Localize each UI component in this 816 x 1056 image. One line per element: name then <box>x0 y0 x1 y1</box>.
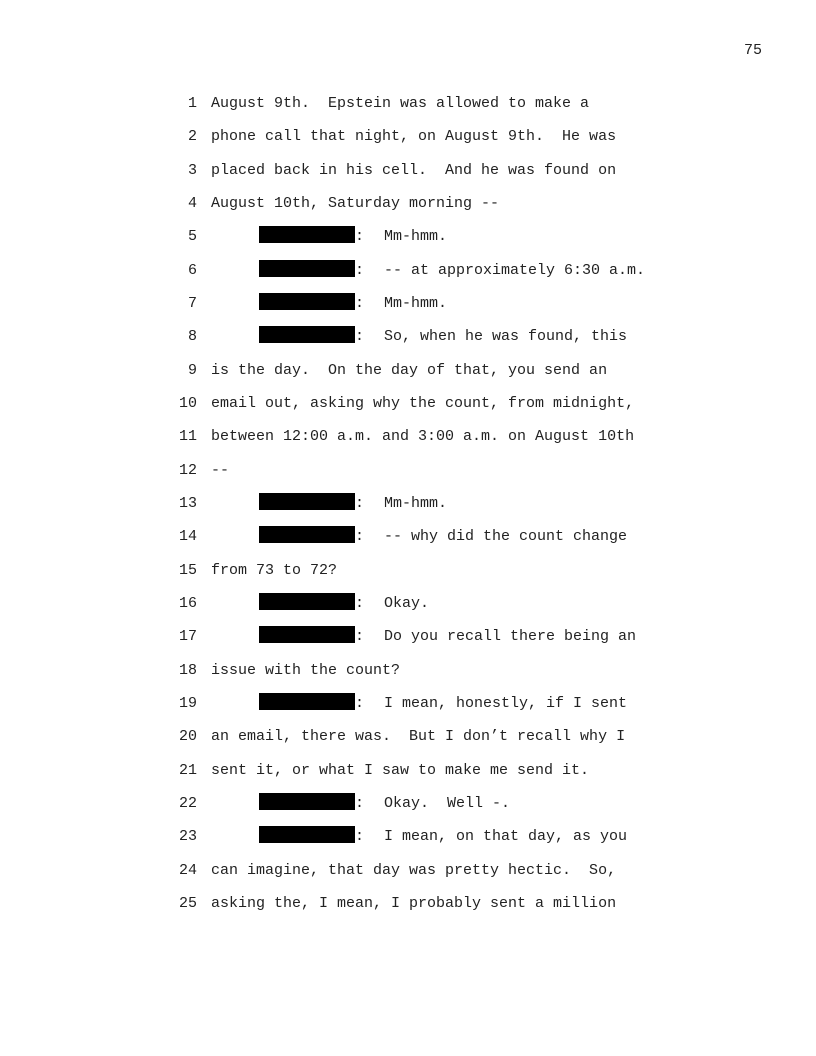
line-number: 10 <box>178 394 197 412</box>
line-text: Mm-hmm. <box>384 294 448 312</box>
line-number: 15 <box>178 561 197 579</box>
line-number: 7 <box>187 294 197 312</box>
line-text: -- at approximately 6:30 a.m. <box>384 261 646 279</box>
speaker-label <box>259 687 364 720</box>
speaker-label <box>259 820 364 853</box>
redaction-bar <box>259 693 355 710</box>
speaker-colon: : <box>355 328 365 346</box>
line-text: email out, asking why the count, from midnight, <box>211 394 635 412</box>
transcript-line <box>0 287 816 320</box>
line-text: between 12:00 a.m. and 3:00 a.m. on August 10th <box>211 428 635 446</box>
redaction-bar <box>259 493 355 510</box>
speaker-label <box>259 487 364 520</box>
line-number: 6 <box>187 261 197 279</box>
speaker-label <box>259 254 364 287</box>
line-number: 13 <box>178 494 197 512</box>
line-text: placed back in his cell. And he was found on <box>211 161 617 179</box>
line-number: 18 <box>178 661 197 679</box>
transcript-line <box>0 187 816 220</box>
speaker-colon: : <box>355 794 365 812</box>
line-number: 3 <box>187 161 197 179</box>
line-number: 8 <box>187 328 197 346</box>
transcript-line <box>0 154 816 187</box>
line-text: August 9th. Epstein was allowed to make a <box>211 95 590 112</box>
line-text: phone call that night, on August 9th. He was <box>211 128 617 146</box>
redaction-bar <box>259 293 355 310</box>
line-text: is the day. On the day of that, you send an <box>211 361 608 379</box>
line-text: August 10th, Saturday morning -- <box>211 194 500 212</box>
line-text: I mean, on that day, as you <box>384 828 628 846</box>
redaction-bar <box>259 260 355 277</box>
transcript-body <box>0 87 816 920</box>
line-number: 24 <box>178 861 197 879</box>
speaker-label <box>259 620 364 653</box>
page-number: 75 <box>743 42 762 59</box>
line-number: 25 <box>178 894 197 912</box>
redaction-bar <box>259 626 355 643</box>
line-number: 16 <box>178 594 197 612</box>
speaker-colon: : <box>355 594 365 612</box>
line-text: So, when he was found, this <box>384 328 628 346</box>
transcript-line <box>0 687 816 720</box>
speaker-label <box>259 320 364 353</box>
line-text: Okay. <box>384 594 430 612</box>
transcript-line <box>0 720 816 753</box>
line-number: 1 <box>187 95 197 112</box>
line-text: -- <box>211 461 230 479</box>
line-text: asking the, I mean, I probably sent a million <box>211 894 617 912</box>
line-text: issue with the count? <box>211 661 401 679</box>
line-number: 14 <box>178 528 197 546</box>
line-text: sent it, or what I saw to make me send it. <box>211 761 590 779</box>
transcript-line <box>0 520 816 553</box>
transcript-line <box>0 754 816 787</box>
transcript-line <box>0 820 816 853</box>
speaker-label <box>259 520 364 553</box>
transcript-line <box>0 454 816 487</box>
transcript-line <box>0 787 816 820</box>
redaction-bar <box>259 526 355 543</box>
speaker-label <box>259 220 364 253</box>
speaker-colon: : <box>355 294 365 312</box>
speaker-colon: : <box>355 228 365 246</box>
speaker-label <box>259 787 364 820</box>
transcript-line <box>0 254 816 287</box>
transcript-line <box>0 320 816 353</box>
line-number: 5 <box>187 228 197 246</box>
line-number: 21 <box>178 761 197 779</box>
line-text: Do you recall there being an <box>384 628 637 646</box>
redaction-bar <box>259 826 355 843</box>
speaker-colon: : <box>355 694 365 712</box>
transcript-line <box>0 420 816 453</box>
transcript-line <box>0 354 816 387</box>
line-number: 11 <box>178 428 197 446</box>
transcript-line <box>0 120 816 153</box>
speaker-colon: : <box>355 528 365 546</box>
transcript-line <box>0 87 816 120</box>
speaker-colon: : <box>355 628 365 646</box>
speaker-colon: : <box>355 828 365 846</box>
line-number: 23 <box>178 828 197 846</box>
speaker-colon: : <box>355 261 365 279</box>
line-text: can imagine, that day was pretty hectic. So, <box>211 861 617 879</box>
line-text: an email, there was. But I don’t recall why I <box>211 728 626 746</box>
line-text: Okay. Well -. <box>384 794 511 812</box>
speaker-label <box>259 587 364 620</box>
line-number: 20 <box>178 728 197 746</box>
line-text: -- why did the count change <box>384 528 628 546</box>
line-number: 22 <box>178 794 197 812</box>
speaker-label <box>259 287 364 320</box>
line-number: 9 <box>187 361 197 379</box>
transcript-line <box>0 554 816 587</box>
transcript-line <box>0 654 816 687</box>
transcript-line <box>0 487 816 520</box>
redaction-bar <box>259 793 355 810</box>
line-number: 17 <box>178 628 197 646</box>
line-number: 19 <box>178 694 197 712</box>
redaction-bar <box>259 593 355 610</box>
line-text: from 73 to 72? <box>211 561 338 579</box>
redaction-bar <box>259 326 355 343</box>
transcript-line <box>0 887 816 920</box>
transcript-line <box>0 620 816 653</box>
speaker-colon: : <box>355 494 365 512</box>
line-number: 2 <box>187 128 197 146</box>
transcript-line <box>0 854 816 887</box>
transcript-line <box>0 220 816 253</box>
transcript-line <box>0 587 816 620</box>
line-number: 12 <box>178 461 197 479</box>
line-text: Mm-hmm. <box>384 494 448 512</box>
redaction-bar <box>259 226 355 243</box>
line-text: Mm-hmm. <box>384 228 448 246</box>
line-text: I mean, honestly, if I sent <box>384 694 628 712</box>
line-number: 4 <box>187 194 197 212</box>
transcript-line <box>0 387 816 420</box>
